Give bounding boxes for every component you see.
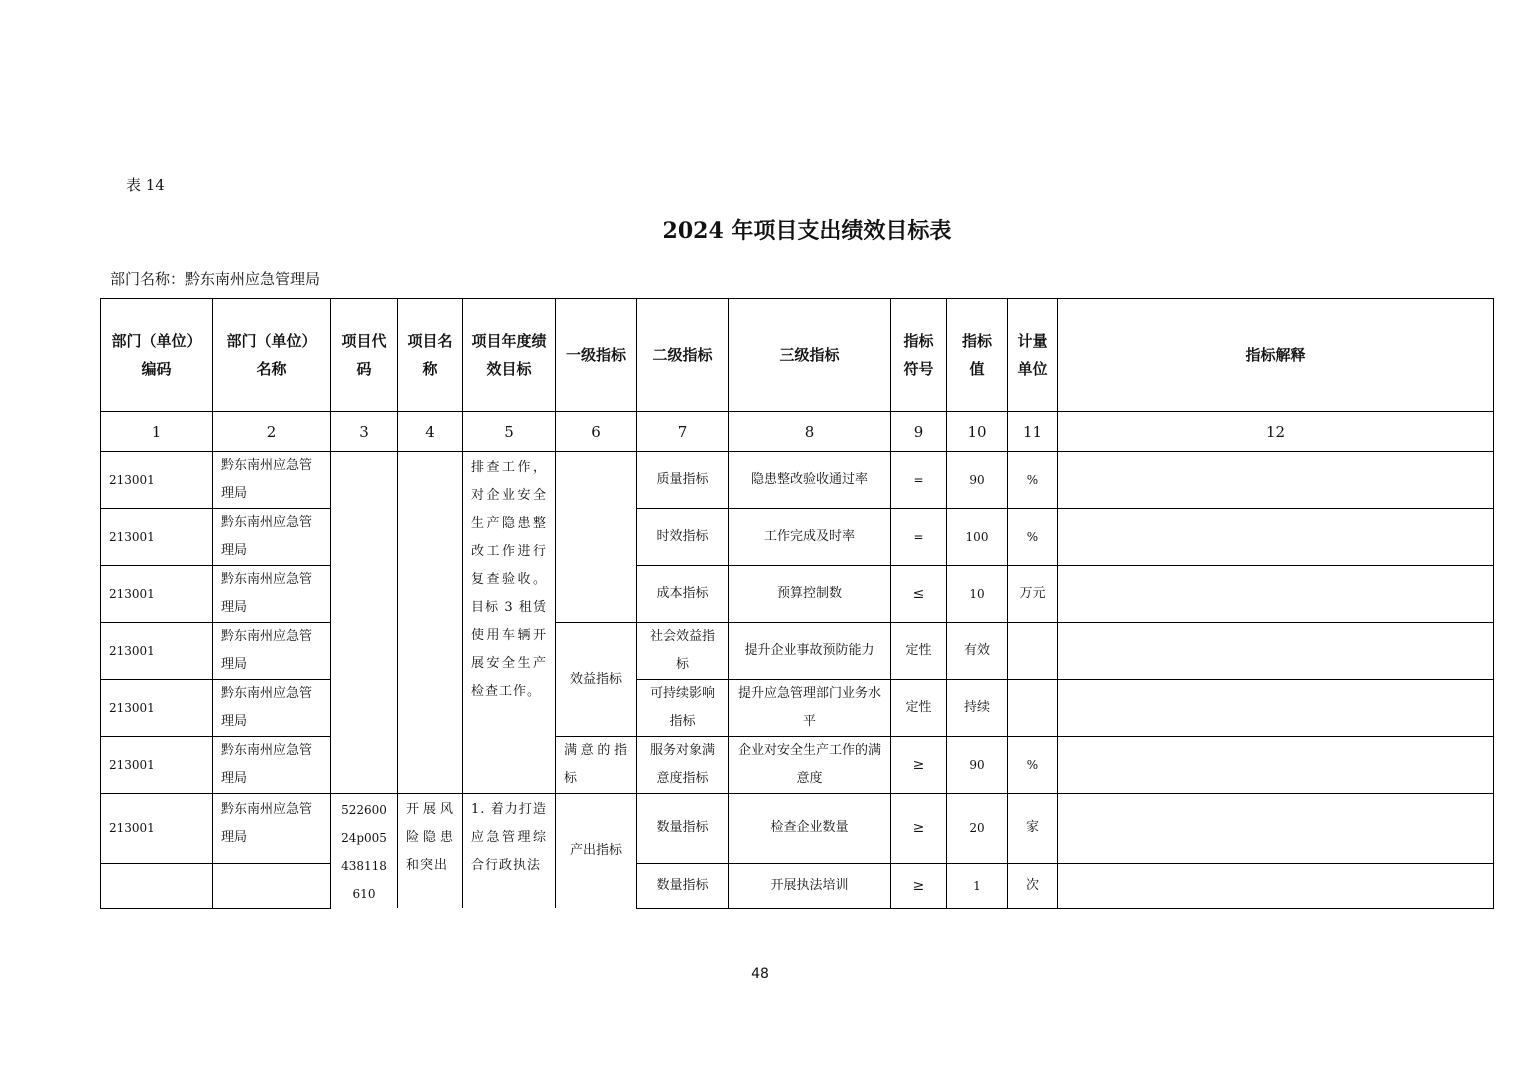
column-number: 11 [1008,412,1058,452]
unit-name-cell: 黔东南州应急管理局 [213,794,331,864]
indicator-value-cell: 10 [947,566,1008,623]
header-cell: 二级指标 [637,299,729,412]
header-cell: 指标符号 [891,299,947,412]
unit-cell: % [1008,452,1058,509]
unit-name-cell: 黔东南州应急管理局 [213,680,331,737]
level3-indicator-cell: 工作完成及时率 [729,509,891,566]
unit-code-cell: 213001 [101,737,213,794]
level3-indicator-cell: 提升企业事故预防能力 [729,623,891,680]
performance-target-table [100,298,1494,909]
unit-cell: 万元 [1008,566,1058,623]
indicator-value-cell: 90 [947,452,1008,509]
annual-goal-cell: 排查工作，对企业安全生产隐患整改工作进行复查验收。目标 3 租赁使用车辆开展安全生产检查工作。 [463,452,556,794]
header-row [101,299,1494,412]
table-row [101,680,1494,737]
header-cell: 计量单位 [1008,299,1058,412]
unit-cell: 次 [1008,863,1058,908]
level1-indicator-cell: 满意的指标 [556,737,637,794]
level2-indicator-cell: 数量指标 [637,794,729,864]
page-title: 2024 年项目支出绩效目标表 [662,218,952,244]
level3-indicator-cell: 企业对安全生产工作的满意度 [729,737,891,794]
explanation-cell [1058,452,1494,509]
unit-name-cell: 黔东南州应急管理局 [213,737,331,794]
department-name: 部门名称：黔东南州应急管理局 [110,270,321,288]
level3-indicator-cell: 隐患整改验收通过率 [729,452,891,509]
explanation-cell [1058,863,1494,908]
column-number: 7 [637,412,729,452]
indicator-value-cell: 90 [947,737,1008,794]
indicator-symbol-cell: 定性 [891,623,947,680]
explanation-cell [1058,737,1494,794]
column-number: 10 [947,412,1008,452]
explanation-cell [1058,794,1494,864]
level1-indicator-cell: 效益指标 [556,623,637,737]
unit-name-cell: 黔东南州应急管理局 [213,452,331,509]
level2-indicator-cell: 时效指标 [637,509,729,566]
table-row [101,623,1494,680]
header-cell: 指标值 [947,299,1008,412]
level3-indicator-cell: 检查企业数量 [729,794,891,864]
page-number: 48 [751,966,769,982]
project-name-cell: 开展风险隐患和突出 [398,794,463,909]
unit-code-cell: 213001 [101,509,213,566]
column-number: 8 [729,412,891,452]
column-number: 2 [213,412,331,452]
table-row [101,737,1494,794]
indicator-symbol-cell: ≥ [891,863,947,908]
level1-indicator-cell [556,452,637,623]
indicator-value-cell: 有效 [947,623,1008,680]
table-row [101,566,1494,623]
explanation-cell [1058,623,1494,680]
column-number: 9 [891,412,947,452]
table-row [101,794,1494,864]
project-name-cell [398,452,463,794]
indicator-value-cell: 1 [947,863,1008,908]
indicator-symbol-cell: 定性 [891,680,947,737]
level2-indicator-cell: 可持续影响指标 [637,680,729,737]
unit-name-cell: 黔东南州应急管理局 [213,566,331,623]
project-code-cell [331,452,398,794]
header-cell: 指标解释 [1058,299,1494,412]
header-cell: 一级指标 [556,299,637,412]
unit-name-cell: 黔东南州应急管理局 [213,509,331,566]
header-cell: 项目代码 [331,299,398,412]
unit-cell: % [1008,737,1058,794]
explanation-cell [1058,566,1494,623]
column-number: 12 [1058,412,1494,452]
unit-code-cell: 213001 [101,794,213,864]
unit-cell [1008,623,1058,680]
indicator-symbol-cell: ≤ [891,566,947,623]
header-cell: 项目名称 [398,299,463,412]
indicator-value-cell: 100 [947,509,1008,566]
unit-code-cell: 213001 [101,623,213,680]
level3-indicator-cell: 预算控制数 [729,566,891,623]
column-number: 5 [463,412,556,452]
level3-indicator-cell: 提升应急管理部门业务水平 [729,680,891,737]
table-row [101,509,1494,566]
table-row [101,452,1494,509]
table-row [101,863,1494,908]
level2-indicator-cell: 社会效益指标 [637,623,729,680]
indicator-value-cell: 持续 [947,680,1008,737]
indicator-symbol-cell: = [891,452,947,509]
header-cell: 部门（单位）名称 [213,299,331,412]
project-code-cell: 52260024p005438118610 [331,794,398,909]
indicator-symbol-cell: ≥ [891,794,947,864]
unit-name-cell: 黔东南州应急管理局 [213,623,331,680]
column-number-row [101,412,1494,452]
unit-code-cell: 213001 [101,680,213,737]
unit-code-cell: 213001 [101,566,213,623]
level2-indicator-cell: 成本指标 [637,566,729,623]
level1-indicator-cell: 产出指标 [556,794,637,909]
annual-goal-cell: 1. 着力打造应急管理综合行政执法 [463,794,556,909]
level3-indicator-cell: 开展执法培训 [729,863,891,908]
level2-indicator-cell: 质量指标 [637,452,729,509]
unit-name-cell [213,863,331,908]
column-number: 6 [556,412,637,452]
column-number: 4 [398,412,463,452]
explanation-cell [1058,509,1494,566]
unit-cell: % [1008,509,1058,566]
header-cell: 项目年度绩效目标 [463,299,556,412]
unit-cell: 家 [1008,794,1058,864]
table-label: 表 14 [126,176,165,194]
header-cell: 三级指标 [729,299,891,412]
header-cell: 部门（单位）编码 [101,299,213,412]
column-number: 1 [101,412,213,452]
column-number: 3 [331,412,398,452]
unit-code-cell [101,863,213,908]
indicator-value-cell: 20 [947,794,1008,864]
unit-code-cell: 213001 [101,452,213,509]
level2-indicator-cell: 数量指标 [637,863,729,908]
indicator-symbol-cell: = [891,509,947,566]
level2-indicator-cell: 服务对象满意度指标 [637,737,729,794]
indicator-symbol-cell: ≥ [891,737,947,794]
explanation-cell [1058,680,1494,737]
unit-cell [1008,680,1058,737]
